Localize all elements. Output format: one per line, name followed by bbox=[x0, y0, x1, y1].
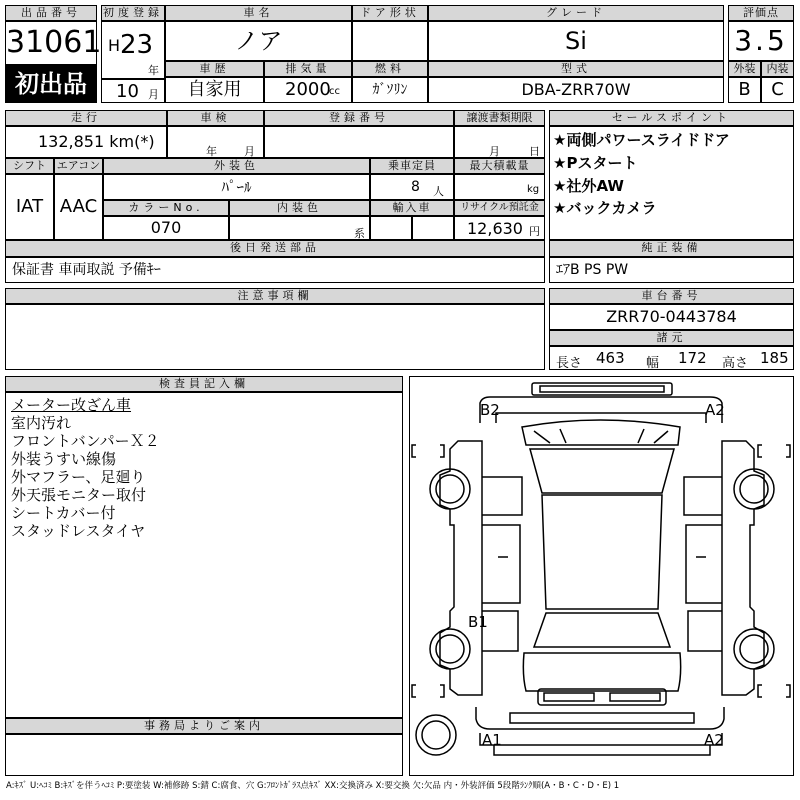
displacement-label: 排気量 bbox=[264, 61, 352, 77]
specifications-box bbox=[549, 346, 794, 370]
transfer-month-unit: 月 bbox=[489, 145, 500, 158]
inspector-note: シートカバー付 bbox=[11, 504, 116, 522]
max-load-box bbox=[454, 174, 545, 200]
height-label: 高さ bbox=[722, 356, 749, 371]
chassis-number-label: 車台番号 bbox=[549, 288, 794, 304]
inspector-note: 室内汚れ bbox=[11, 414, 72, 432]
recycle-deposit-value: 12,630 bbox=[467, 219, 523, 238]
exterior-color-label: 外装色 bbox=[103, 158, 370, 174]
door-shape-label: ドア形状 bbox=[352, 5, 428, 21]
fuel-label: 燃料 bbox=[352, 61, 428, 77]
month-unit: 月 bbox=[148, 88, 159, 101]
damage-mark: A1 bbox=[482, 731, 502, 749]
transfer-deadline-label: 譲渡書類期限 bbox=[454, 110, 545, 126]
grade-value: Si bbox=[428, 21, 724, 61]
damage-mark: B1 bbox=[468, 613, 488, 631]
genuine-equipment-label: 純正装備 bbox=[549, 240, 794, 257]
interior-grade-label: 内装 bbox=[761, 61, 794, 77]
car-name: ノア bbox=[165, 21, 352, 61]
inspection-month-unit: 月 bbox=[244, 145, 255, 158]
first-registration-month: 10 bbox=[116, 81, 139, 102]
length-label: 長さ bbox=[556, 356, 583, 371]
mileage-label: 走行 bbox=[5, 110, 167, 126]
displacement-value: 2000 bbox=[285, 79, 331, 100]
later-parts-value: 保証書 車両取説 予備ｷｰ bbox=[5, 257, 545, 283]
genuine-equipment-value: ｴｱB PS PW bbox=[549, 257, 794, 283]
displacement-unit: cc bbox=[329, 86, 340, 97]
capacity-label: 乗車定員 bbox=[370, 158, 454, 174]
sales-point-item: ★Pスタート bbox=[553, 154, 638, 172]
sales-points-label: セールスポイント bbox=[549, 110, 794, 126]
capacity-unit: 人 bbox=[433, 185, 444, 198]
first-listing-badge: 初出品 bbox=[5, 65, 97, 103]
inspection-label: 車検 bbox=[167, 110, 264, 126]
year-unit: 年 bbox=[148, 64, 159, 77]
mileage-value: 132,851 km(*) bbox=[5, 126, 167, 158]
inspection-box bbox=[167, 126, 264, 158]
damage-mark: A2 bbox=[705, 401, 725, 419]
inspector-note: フロントバンパーＸ２ bbox=[11, 432, 160, 450]
specifications-label: 諸元 bbox=[549, 330, 794, 346]
door-shape-value bbox=[352, 21, 428, 61]
import-box-left bbox=[370, 216, 412, 240]
damage-mark: B2 bbox=[480, 401, 500, 419]
model-value: DBA-ZRR70W bbox=[428, 77, 724, 103]
inspector-notes-label: 検査員記入欄 bbox=[5, 376, 403, 392]
office-notice-box bbox=[5, 734, 403, 776]
displacement-box bbox=[264, 77, 352, 103]
max-load-label: 最大積載量 bbox=[454, 158, 545, 174]
grade-label: グレード bbox=[428, 5, 724, 21]
office-notice-label: 事務局よりご案内 bbox=[5, 718, 403, 734]
sales-points-box bbox=[549, 126, 794, 240]
first-registration-label: 初度登録 bbox=[103, 6, 163, 19]
exterior-grade: B bbox=[728, 77, 761, 103]
era-letter: H bbox=[108, 36, 121, 55]
interior-color-label: 内装色 bbox=[229, 200, 370, 216]
recycle-deposit-label: リサイクル預託金 bbox=[454, 200, 545, 216]
later-parts-label: 後日発送部品 bbox=[5, 240, 545, 257]
width-label: 幅 bbox=[646, 356, 660, 371]
sales-point-item: ★社外AW bbox=[553, 177, 624, 195]
damage-mark: A2 bbox=[704, 731, 724, 749]
interior-color-unit: 系 bbox=[354, 227, 365, 240]
legend-text: A:ｷｽﾞ U:ﾍｺﾐ B:ｷｽﾞを伴うﾍｺﾐ P:要塗装 W:補修跡 S:錆 C:腐食、穴 G:ﾌﾛﾝﾄｶﾞﾗｽ点ｷｽﾞ XX:交換済み X:要交換 欠:欠品 内・外装評価 5段階ﾗﾝｸ順(A・B・C・D・E) 1 bbox=[6, 781, 620, 791]
score-value: 3.5 bbox=[728, 21, 794, 61]
history-label: 車歴 bbox=[165, 61, 264, 77]
registration-number-value bbox=[264, 126, 454, 158]
first-registration-year-box bbox=[101, 21, 165, 79]
inspection-year-unit: 年 bbox=[206, 145, 217, 158]
car-diagram-frame bbox=[409, 376, 794, 776]
capacity-box bbox=[370, 174, 454, 200]
import-label: 輸入車 bbox=[370, 200, 454, 216]
lot-number: 31061 bbox=[5, 21, 97, 65]
color-number-value: 070 bbox=[103, 216, 229, 240]
first-registration-year: 23 bbox=[120, 30, 154, 60]
length-value: 463 bbox=[596, 349, 625, 367]
car-damage-diagram bbox=[410, 377, 793, 775]
aircon-value: AAC bbox=[54, 174, 103, 240]
transfer-deadline-box bbox=[454, 126, 545, 158]
chassis-number-value: ZRR70-0443784 bbox=[549, 304, 794, 330]
exterior-grade-label: 外装 bbox=[728, 61, 761, 77]
inspector-note: 外天張モニター取付 bbox=[11, 486, 147, 504]
registration-number-label: 登録番号 bbox=[264, 110, 454, 126]
fuel-value: ｶﾞｿﾘﾝ bbox=[352, 77, 428, 103]
shift-label: シフト bbox=[5, 158, 54, 174]
inspector-notes-box bbox=[5, 392, 403, 718]
lot-number-label: 出品番号 bbox=[5, 5, 97, 21]
max-load-unit: kg bbox=[527, 184, 540, 195]
capacity-value: 8 bbox=[411, 179, 420, 195]
recycle-deposit-box bbox=[454, 216, 545, 240]
interior-grade: C bbox=[761, 77, 794, 103]
recycle-deposit-unit: 円 bbox=[529, 225, 540, 238]
inspector-note: 外装うすい線傷 bbox=[11, 450, 117, 468]
first-registration-month-box bbox=[101, 79, 165, 103]
exterior-color-value: ﾊﾟｰﾙ bbox=[103, 174, 370, 200]
height-value: 185 bbox=[760, 349, 789, 367]
model-label: 型式 bbox=[428, 61, 724, 77]
caution-label: 注意事項欄 bbox=[5, 288, 545, 304]
import-box-right bbox=[412, 216, 454, 240]
aircon-label: エアコン bbox=[54, 158, 103, 174]
car-name-label: 車名 bbox=[165, 5, 352, 21]
transfer-day-unit: 日 bbox=[529, 145, 540, 158]
score-label: 評価点 bbox=[728, 5, 794, 21]
color-number-label: カラーNo. bbox=[103, 200, 229, 216]
sales-point-item: ★バックカメラ bbox=[553, 199, 657, 217]
history-value: 自家用 bbox=[165, 77, 264, 103]
inspector-note: スタッドレスタイヤ bbox=[11, 522, 146, 540]
shift-value: IAT bbox=[5, 174, 54, 240]
sales-point-item: ★両側パワースライドドア bbox=[553, 131, 730, 149]
inspector-note: 外マフラー、足廻り bbox=[11, 468, 146, 486]
caution-box bbox=[5, 304, 545, 370]
width-value: 172 bbox=[678, 349, 707, 367]
inspector-note: メーター改ざん車 bbox=[11, 396, 132, 414]
interior-color-box bbox=[229, 216, 370, 240]
